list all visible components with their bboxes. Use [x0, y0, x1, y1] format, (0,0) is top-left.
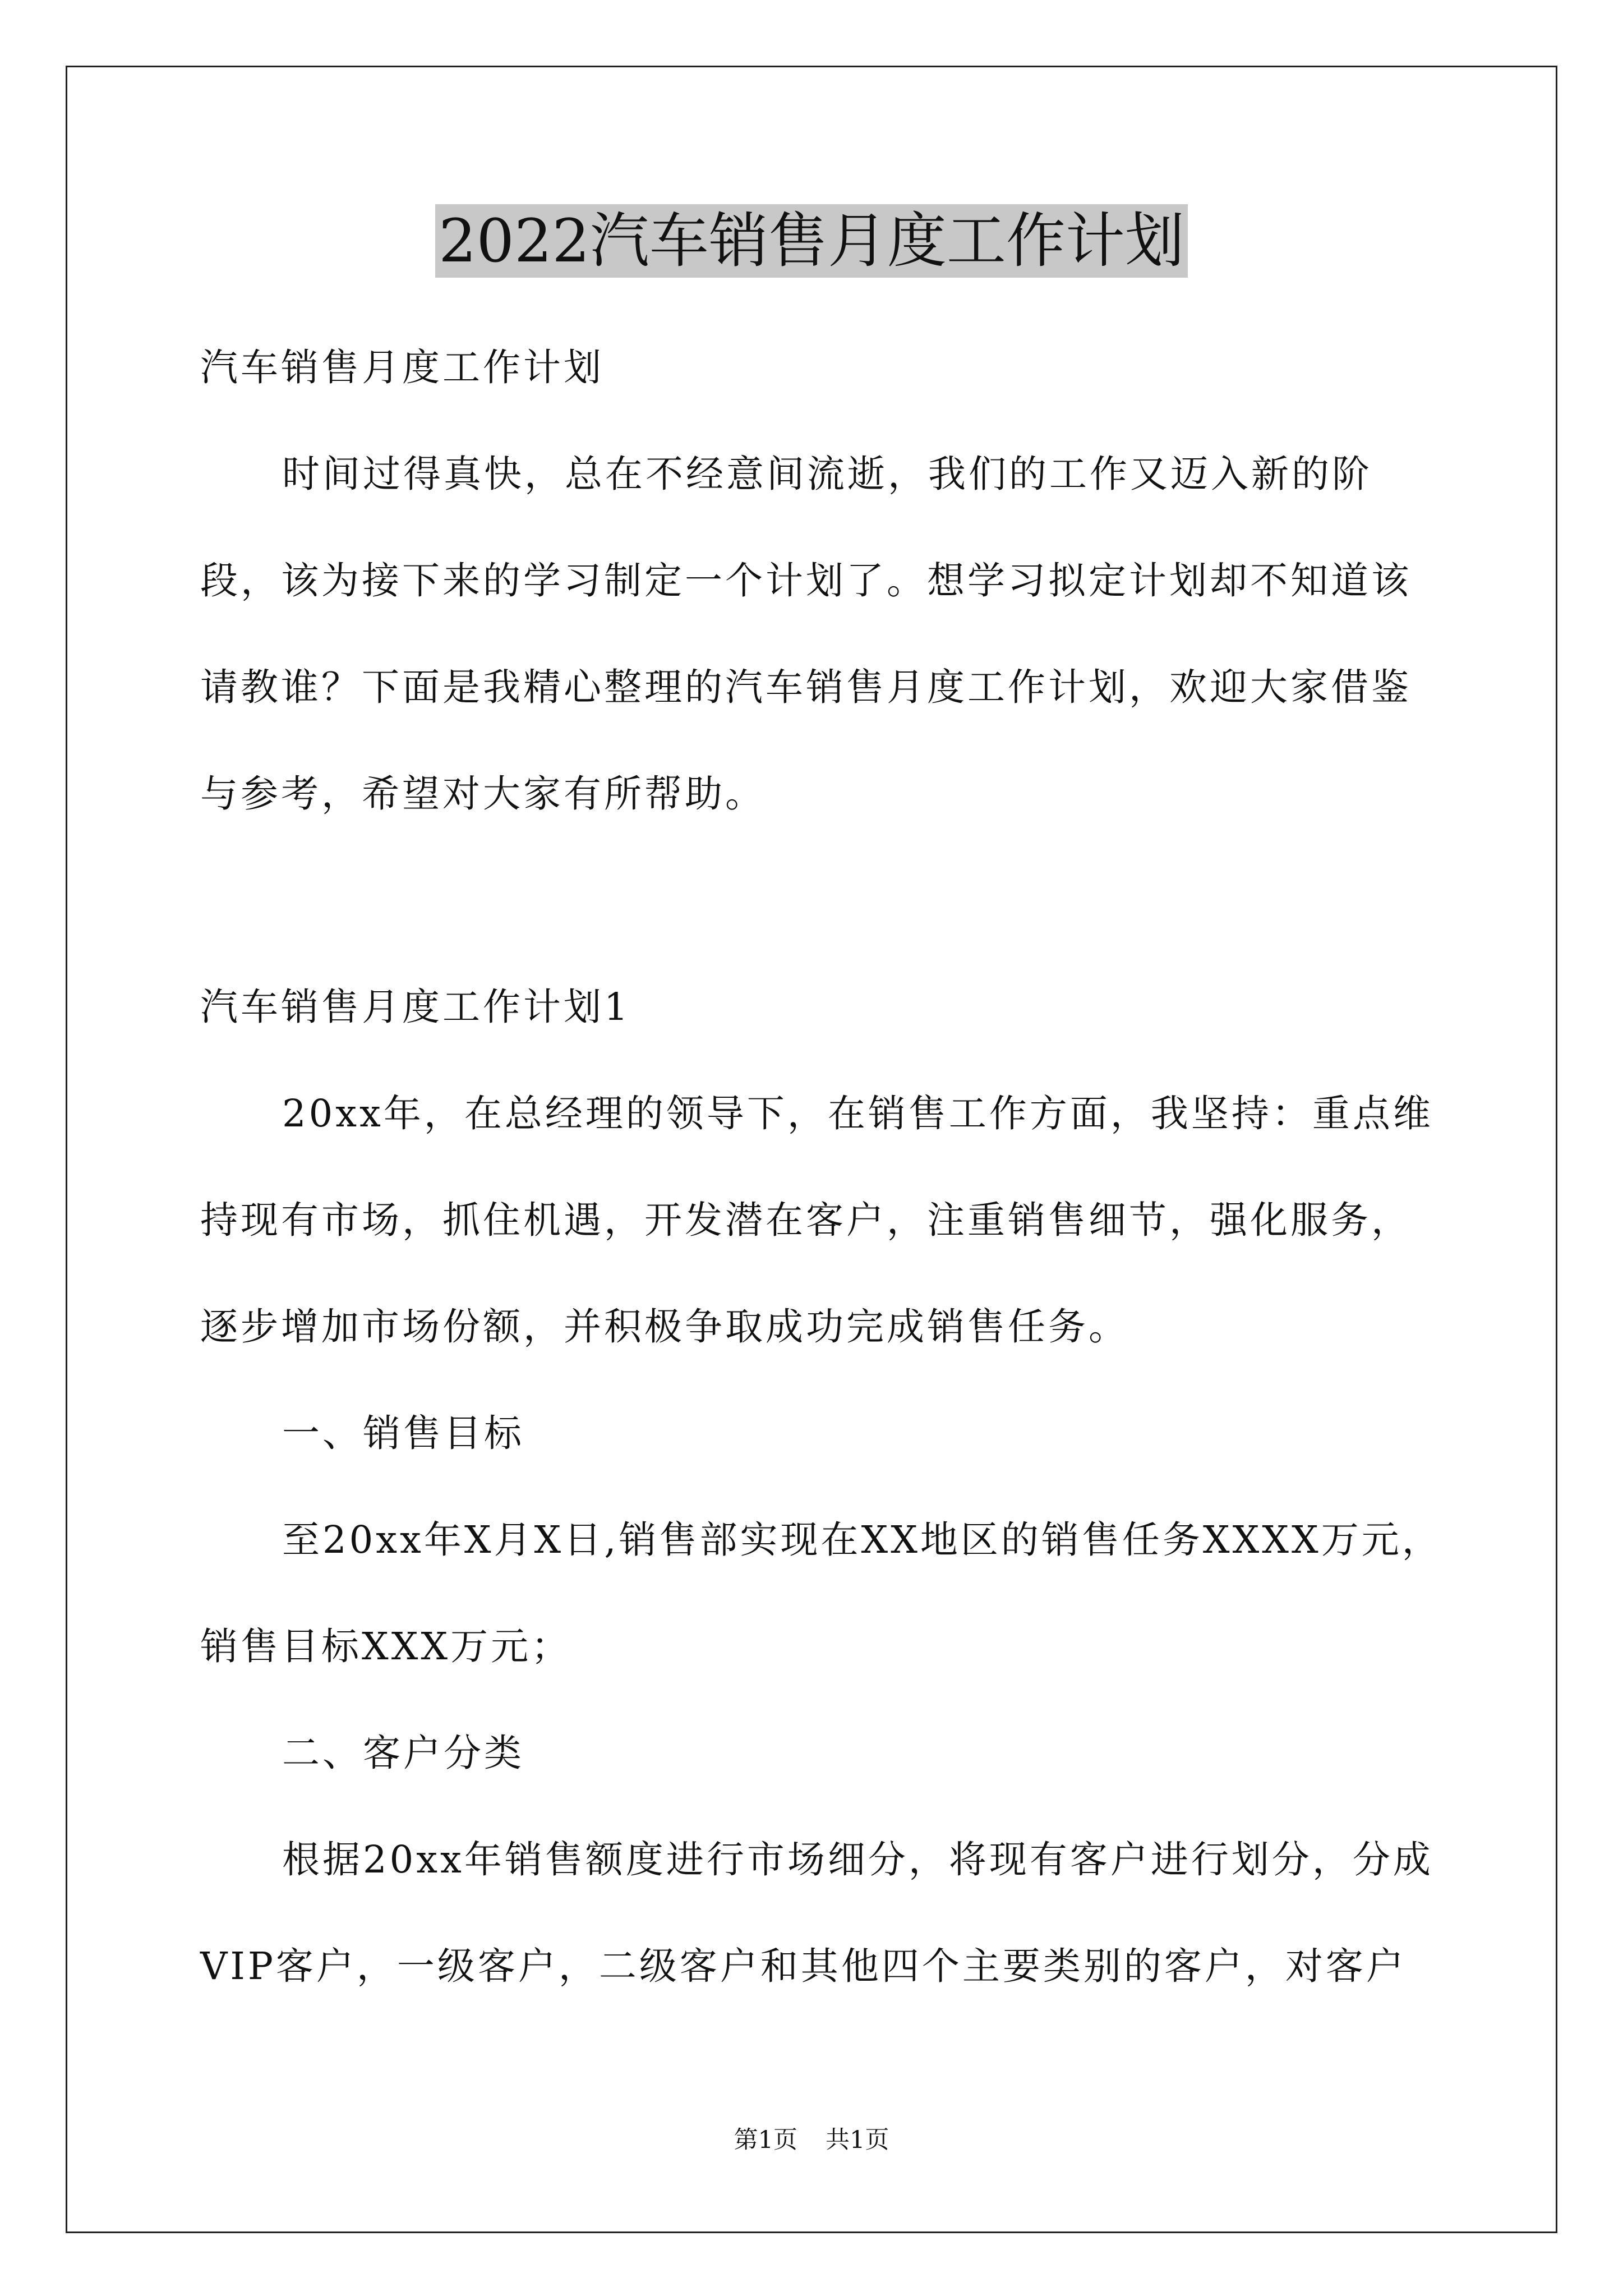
- body-paragraph-customers: 根据20xx年销售额度进行市场细分，将现有客户进行划分，分成VIP客户，一级客户，二级客户和其他四个主要类别的客户，对客户: [200, 1838, 1433, 1988]
- section-heading: 汽车销售月度工作计划1: [200, 985, 631, 1029]
- page-count: 共1页: [826, 2126, 889, 2154]
- intro-paragraph: 时间过得真快，总在不经意间流逝，我们的工作又迈入新的阶段，该为接下来的学习制定一个计划了。想学习拟定计划却不知道该请教谁？下面是我精心整理的汽车销售月度工作计划，欢迎大家借鉴与参考，希望对大家有所帮助。: [200, 452, 1412, 816]
- page-number: 第1页: [734, 2126, 797, 2154]
- document-title: [0, 208, 1623, 275]
- document-body: [200, 314, 1442, 2019]
- document-subtitle: 汽车销售月度工作计划: [200, 346, 604, 389]
- page-footer: [0, 2126, 1623, 2154]
- paragraph-spacer: [200, 847, 1442, 954]
- subheading-customer-classification: 二、客户分类: [282, 1731, 524, 1775]
- subheading-sales-target: 一、销售目标: [282, 1411, 524, 1455]
- body-paragraph: 20xx年，在总经理的领导下，在销售工作方面，我坚持：重点维持现有市场，抓住机遇，开发潜在客户，注重销售细节，强化服务，逐步增加市场份额，并积极争取成功完成销售任务。: [200, 1092, 1433, 1349]
- body-paragraph-target: 至20xx年X月X日,销售部实现在XX地区的销售任务XXXX万元，销售目标XXX万元；: [200, 1518, 1442, 1668]
- document-title-text: 2022汽车销售月度工作计划: [435, 204, 1188, 278]
